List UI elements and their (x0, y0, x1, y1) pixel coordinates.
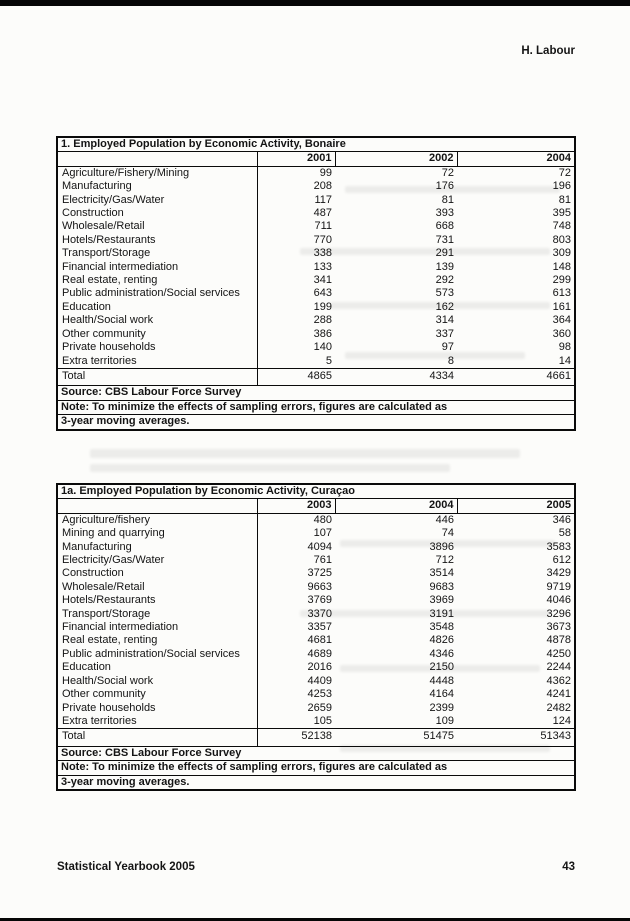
row-value: 3769 (307, 594, 332, 607)
year-header: 2004 (457, 152, 575, 166)
row-value: 337 (435, 327, 454, 340)
table-row (57, 661, 575, 674)
row-value: 58 (558, 527, 572, 540)
row-value: 292 (435, 274, 454, 287)
total-value: 4661 (457, 368, 575, 385)
row-label: Transport/Storage (57, 247, 257, 260)
row-value: 3725 (307, 567, 332, 580)
bleedthrough-artifact (90, 449, 520, 458)
row-label: Education (57, 661, 257, 674)
row-value: 4346 (429, 647, 454, 660)
row-value: 4253 (307, 688, 332, 701)
row-value: 124 (552, 714, 572, 727)
row-value: 338 (313, 247, 332, 260)
row-value: 162 (435, 300, 454, 313)
row-value: 4409 (307, 674, 332, 687)
row-value: 4362 (546, 674, 572, 687)
row-label: Mining and quarrying (57, 527, 257, 540)
note-row (57, 400, 575, 414)
total-row (57, 729, 575, 746)
year-header: 2004 (335, 499, 457, 513)
table-row (57, 554, 575, 567)
scan-edge-top (0, 0, 630, 6)
row-value: 4448 (429, 674, 454, 687)
row-value: 81 (558, 193, 572, 206)
table-row (57, 513, 575, 527)
row-value: 3548 (429, 621, 454, 634)
table-row (57, 207, 575, 220)
source-row (57, 746, 575, 760)
table-row (57, 715, 575, 729)
table-title-row (57, 484, 575, 499)
row-value: 288 (313, 314, 332, 327)
table-body (57, 166, 575, 368)
total-value: 4865 (257, 368, 335, 385)
row-value: 9683 (429, 580, 454, 593)
row-value: 3370 (307, 607, 332, 620)
row-label: Manufacturing (57, 541, 257, 554)
row-label: Construction (57, 567, 257, 580)
note-text-line2: 3-year moving averages. (57, 775, 575, 790)
row-value: 117 (314, 193, 332, 206)
year-header: 2002 (335, 152, 457, 166)
row-value: 3673 (546, 621, 572, 634)
footer-book-title: Statistical Yearbook 2005 (57, 861, 195, 873)
row-label: Private households (57, 702, 257, 715)
row-value: 291 (435, 247, 454, 260)
row-label: Private households (57, 341, 257, 354)
note-row (57, 761, 575, 775)
total-value: 51343 (457, 729, 575, 746)
row-value: 393 (435, 207, 454, 220)
table-row (57, 608, 575, 621)
corner-cell (57, 499, 257, 513)
row-value: 668 (435, 220, 454, 233)
row-value: 346 (552, 513, 572, 526)
row-label: Agriculture/Fishery/Mining (57, 166, 257, 180)
row-value: 133 (313, 260, 332, 273)
table-total-section (57, 729, 575, 790)
row-label: Real estate, renting (57, 274, 257, 287)
row-value: 99 (319, 166, 332, 179)
row-label: Electricity/Gas/Water (57, 194, 257, 207)
table-row (57, 261, 575, 274)
table-row (57, 594, 575, 607)
row-value: 487 (313, 207, 332, 220)
row-label: Wholesale/Retail (57, 220, 257, 233)
year-header-row (57, 499, 575, 513)
table-row (57, 328, 575, 341)
row-value: 4094 (307, 540, 332, 553)
row-value: 148 (552, 260, 572, 273)
row-value: 299 (552, 274, 572, 287)
total-value: 4334 (335, 368, 457, 385)
row-value: 386 (313, 327, 332, 340)
row-value: 161 (552, 300, 572, 313)
total-row (57, 368, 575, 385)
curacao-table (56, 483, 576, 791)
row-value: 309 (552, 247, 572, 260)
table-row (57, 567, 575, 580)
row-value: 109 (435, 714, 454, 727)
table-row (57, 234, 575, 247)
row-value: 2244 (546, 661, 572, 674)
table-row (57, 166, 575, 180)
row-value: 4878 (546, 634, 572, 647)
row-value: 3357 (307, 621, 332, 634)
table-row (57, 220, 575, 233)
row-value: 105 (313, 714, 332, 727)
table-row (57, 648, 575, 661)
table-row (57, 675, 575, 688)
row-value: 72 (558, 166, 572, 179)
row-value: 446 (435, 513, 454, 526)
row-value: 3429 (546, 567, 572, 580)
row-label: Other community (57, 328, 257, 341)
row-label: Electricity/Gas/Water (57, 554, 257, 567)
row-value: 3969 (429, 594, 454, 607)
row-value: 731 (435, 233, 454, 246)
row-value: 72 (441, 166, 454, 179)
row-label: Health/Social work (57, 314, 257, 327)
note-text-line1: Note: To minimize the effects of sampling errors, figures are calculated as (57, 400, 575, 414)
row-value: 2659 (307, 701, 332, 714)
row-value: 5 (325, 354, 332, 367)
row-value: 360 (552, 327, 572, 340)
row-value: 3583 (546, 540, 572, 553)
row-value: 4689 (307, 647, 332, 660)
row-value: 4164 (429, 688, 454, 701)
row-value: 314 (435, 314, 454, 327)
row-value: 395 (552, 207, 572, 220)
note-text-line1: Note: To minimize the effects of sampling errors, figures are calculated as (57, 761, 575, 775)
total-label: Total (57, 368, 257, 385)
table-row (57, 301, 575, 314)
table-body (57, 513, 575, 729)
row-value: 803 (552, 233, 572, 246)
row-value: 9663 (307, 580, 332, 593)
section-label: H. Labour (521, 45, 575, 57)
row-label: Transport/Storage (57, 608, 257, 621)
note-row (57, 415, 575, 430)
table-row (57, 355, 575, 369)
row-value: 14 (558, 354, 572, 367)
table-row (57, 581, 575, 594)
source-text: Source: CBS Labour Force Survey (61, 746, 242, 759)
row-value: 74 (441, 527, 454, 540)
table-row (57, 247, 575, 260)
total-label: Total (57, 729, 257, 746)
row-label: Wholesale/Retail (57, 581, 257, 594)
row-value: 613 (552, 287, 572, 300)
row-value: 3514 (429, 567, 454, 580)
row-label: Education (57, 301, 257, 314)
row-value: 2016 (307, 661, 332, 674)
table-row (57, 274, 575, 287)
table-row (57, 688, 575, 701)
row-value: 3896 (429, 540, 454, 553)
row-value: 770 (313, 233, 332, 246)
row-label: Financial intermediation (57, 261, 257, 274)
row-value: 140 (313, 341, 332, 354)
row-value: 4046 (546, 594, 572, 607)
row-value: 748 (552, 220, 572, 233)
table-row (57, 541, 575, 554)
row-value: 341 (313, 274, 332, 287)
row-value: 98 (558, 341, 572, 354)
row-value: 4241 (546, 688, 572, 701)
year-header: 2001 (257, 152, 335, 166)
table-row (57, 287, 575, 300)
table-row (57, 621, 575, 634)
table-row (57, 341, 575, 354)
table-title: 1. Employed Population by Economic Activity, Bonaire (57, 137, 575, 152)
table-total-section (57, 368, 575, 429)
row-value: 2150 (429, 661, 454, 674)
row-value: 4681 (307, 634, 332, 647)
row-label: Manufacturing (57, 180, 257, 193)
row-value: 4250 (546, 647, 572, 660)
row-label: Financial intermediation (57, 621, 257, 634)
table-row (57, 634, 575, 647)
row-label: Hotels/Restaurants (57, 594, 257, 607)
table-row (57, 527, 575, 540)
row-value: 712 (435, 554, 454, 567)
table-row (57, 702, 575, 715)
corner-cell (57, 152, 257, 166)
row-value: 2482 (546, 701, 572, 714)
row-value: 573 (435, 287, 454, 300)
row-label: Health/Social work (57, 675, 257, 688)
note-text-line2: 3-year moving averages. (57, 415, 575, 430)
bleedthrough-artifact (90, 464, 450, 472)
row-value: 2399 (429, 701, 454, 714)
row-label: Extra territories (57, 355, 257, 369)
row-value: 139 (435, 260, 454, 273)
row-value: 208 (313, 180, 332, 193)
row-label: Other community (57, 688, 257, 701)
source-row (57, 386, 575, 400)
row-value: 3296 (546, 607, 572, 620)
footer-page-number: 43 (562, 861, 575, 873)
row-value: 107 (313, 527, 332, 540)
row-value: 9719 (546, 580, 572, 593)
row-label: Construction (57, 207, 257, 220)
row-value: 8 (447, 354, 454, 367)
total-value: 51475 (335, 729, 457, 746)
table-row (57, 194, 575, 207)
source-text: Source: CBS Labour Force Survey (61, 386, 242, 399)
row-value: 364 (552, 314, 572, 327)
row-value: 199 (313, 300, 332, 313)
row-label: Extra territories (57, 715, 257, 729)
row-value: 196 (552, 180, 572, 193)
row-value: 97 (441, 341, 454, 354)
row-label: Public administration/Social services (57, 648, 257, 661)
bonaire-table (56, 136, 576, 431)
row-value: 4826 (429, 634, 454, 647)
row-label: Public administration/Social services (57, 287, 257, 300)
row-value: 3191 (429, 607, 454, 620)
row-label: Real estate, renting (57, 634, 257, 647)
table-title-row (57, 137, 575, 152)
row-label: Hotels/Restaurants (57, 234, 257, 247)
row-value: 176 (435, 180, 454, 193)
row-value: 711 (314, 220, 332, 233)
row-value: 480 (313, 513, 332, 526)
row-value: 81 (441, 193, 454, 206)
total-value: 52138 (257, 729, 335, 746)
table-title: 1a. Employed Population by Economic Activity, Curaçao (57, 484, 575, 499)
year-header: 2005 (457, 499, 575, 513)
row-value: 761 (313, 554, 332, 567)
table-row (57, 314, 575, 327)
row-value: 643 (313, 287, 332, 300)
table-row (57, 180, 575, 193)
note-row (57, 775, 575, 790)
row-value: 612 (552, 554, 572, 567)
year-header-row (57, 152, 575, 166)
row-label: Agriculture/fishery (57, 513, 257, 527)
year-header: 2003 (257, 499, 335, 513)
